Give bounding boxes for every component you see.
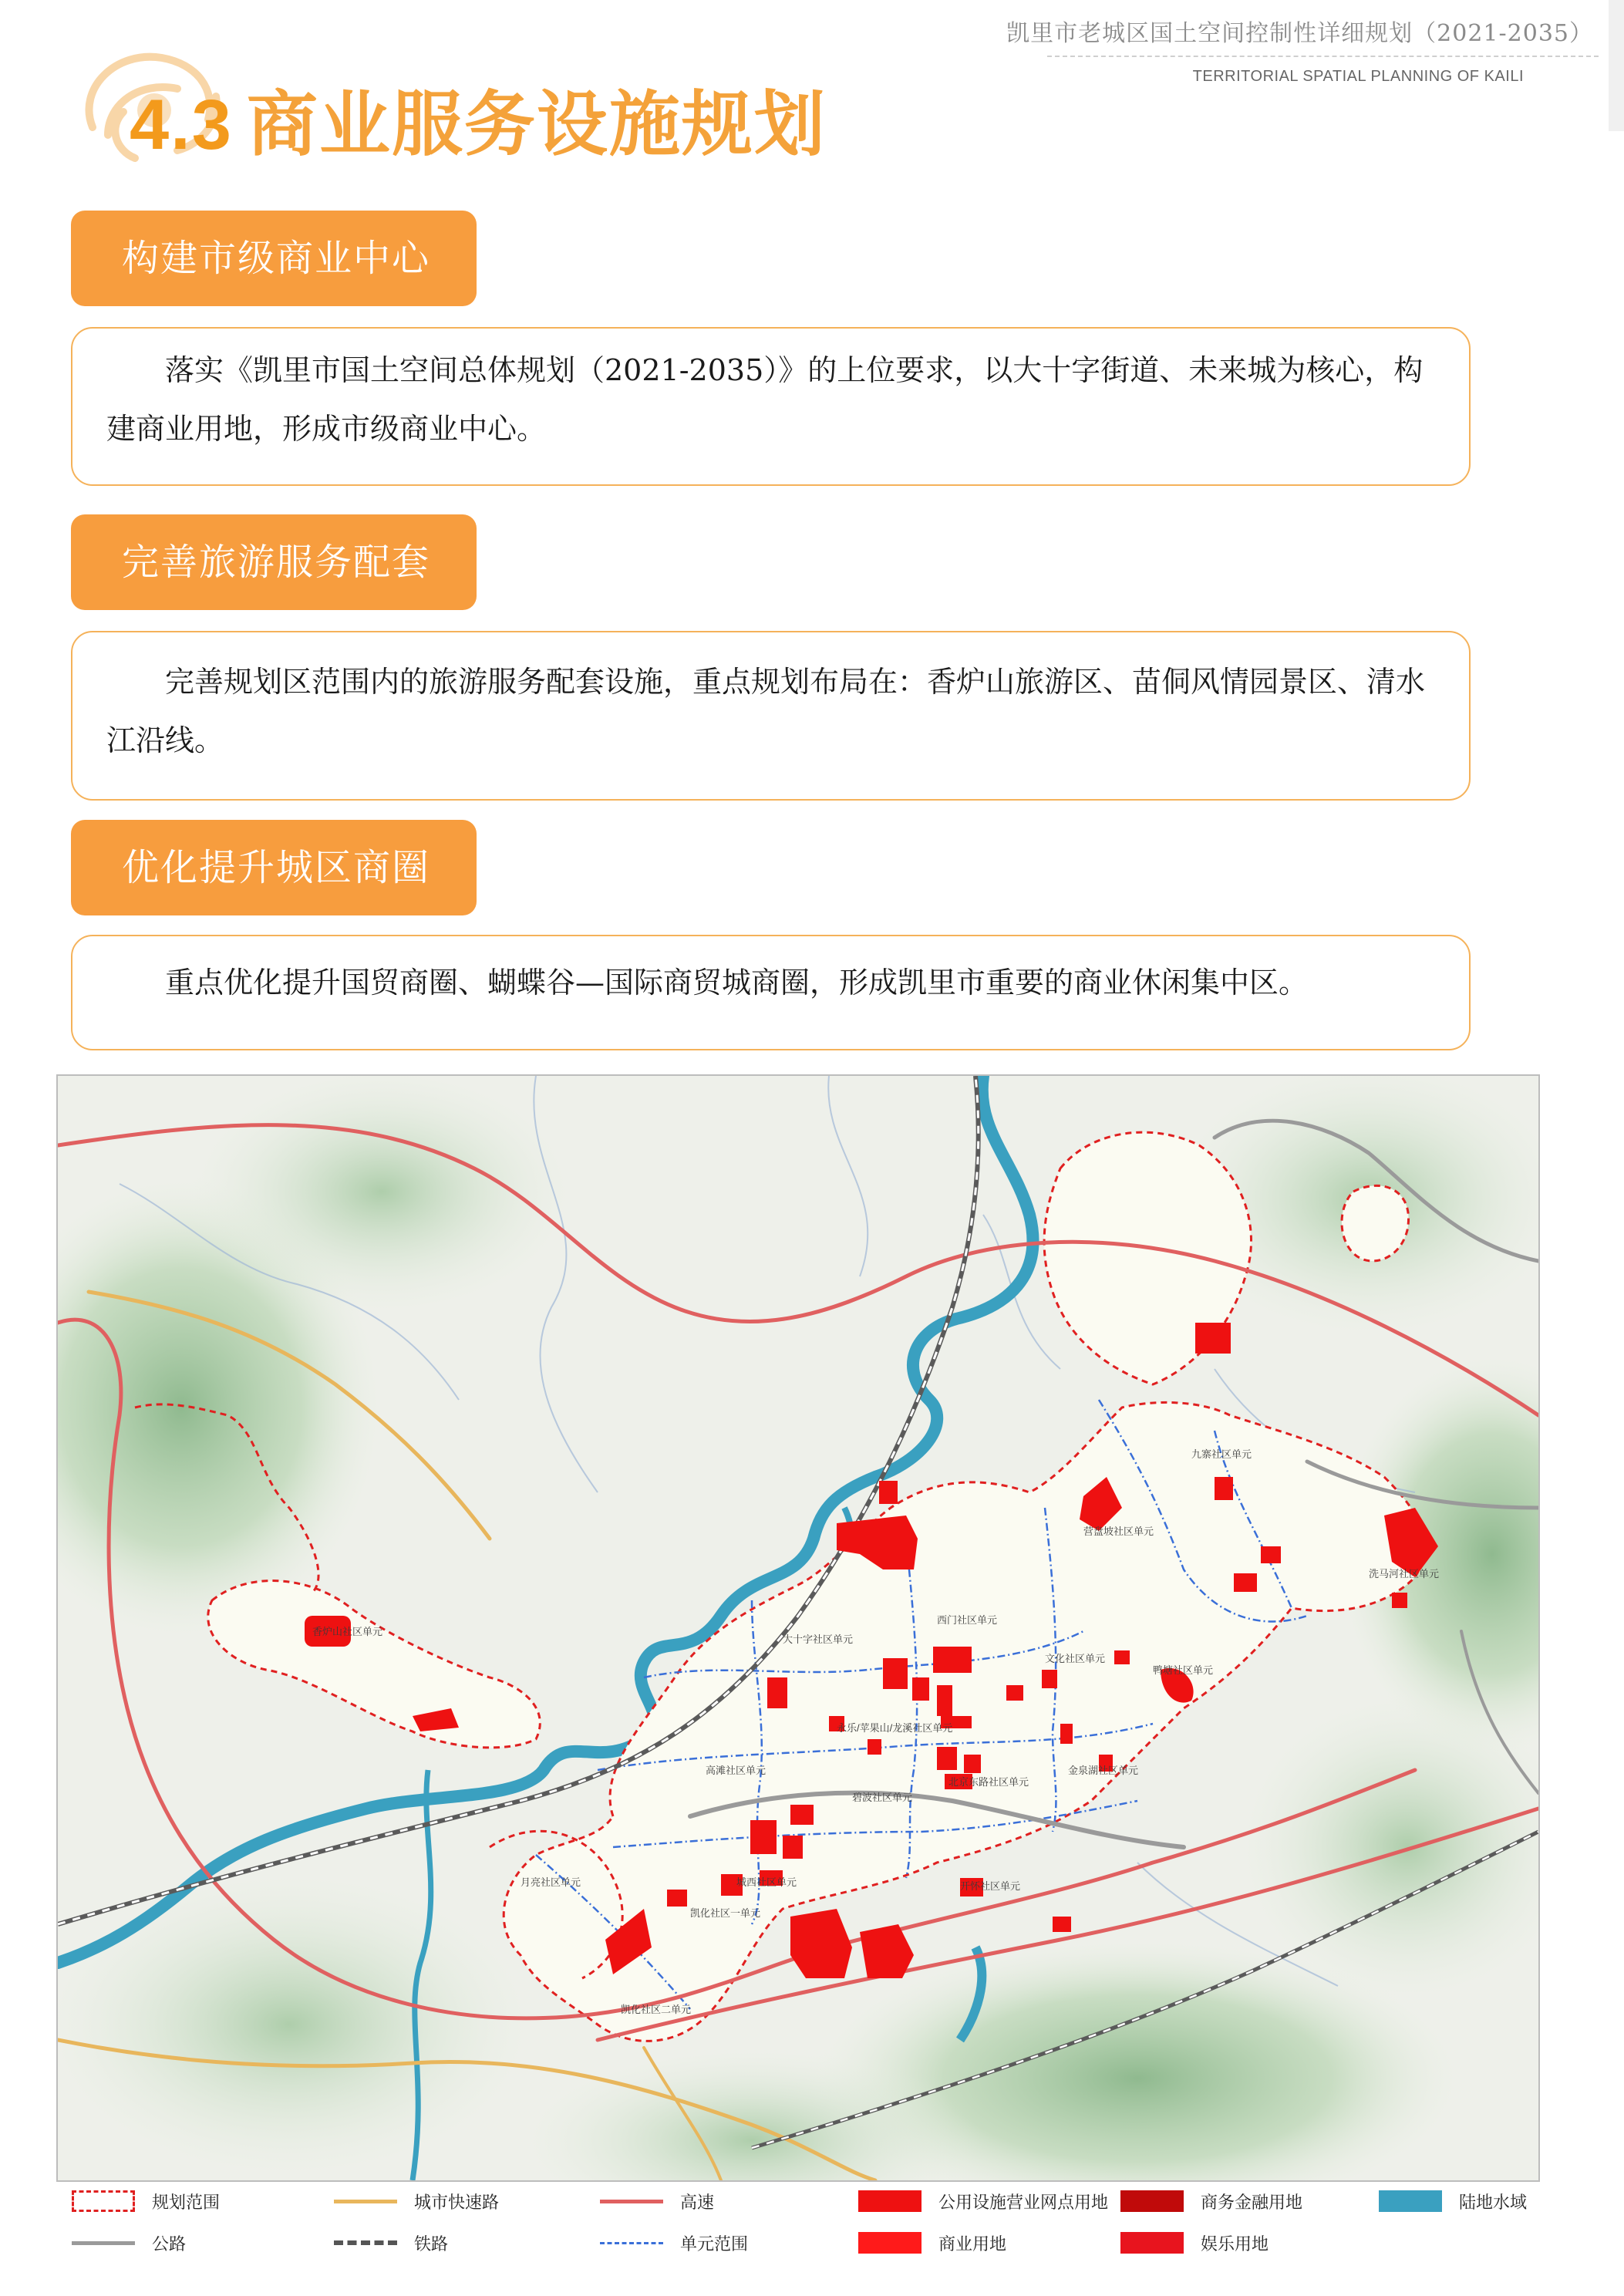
legend-label: 娱乐用地 bbox=[1201, 2234, 1269, 2254]
legend-swatch bbox=[72, 2241, 135, 2245]
legend-item-entertainment bbox=[1120, 2227, 1269, 2258]
legend-label: 商业用地 bbox=[938, 2234, 1007, 2254]
legend-label: 单元范围 bbox=[680, 2234, 749, 2254]
section-number: 4.3 bbox=[130, 86, 233, 164]
block-body-tourism-services bbox=[71, 631, 1471, 801]
block-body-urban-business-circles bbox=[71, 935, 1471, 1050]
legend-swatch bbox=[600, 2200, 663, 2203]
unit-label: 西门社区单元 bbox=[937, 1614, 998, 1626]
legend-label: 铁路 bbox=[414, 2234, 449, 2254]
unit-label: 营盘坡社区单元 bbox=[1083, 1526, 1154, 1537]
unit-label: 金泉湖社区单元 bbox=[1068, 1765, 1139, 1776]
legend-label: 公路 bbox=[152, 2234, 187, 2254]
legend-swatch bbox=[72, 2190, 135, 2212]
block-text: 完善规划区范围内的旅游服务配套设施，重点规划布局在：香炉山旅游区、苗侗风情园景区、清水江沿线。 bbox=[106, 665, 1426, 757]
legend-item-unit bbox=[600, 2227, 748, 2258]
unit-label: 凯化社区一单元 bbox=[690, 1907, 761, 1919]
legend-item-railway bbox=[334, 2227, 448, 2258]
legend-swatch bbox=[1120, 2190, 1184, 2212]
unit-label: 永乐/苹果山/龙溪社区单元 bbox=[837, 1722, 953, 1734]
unit-label: 洗马河社区单元 bbox=[1369, 1568, 1440, 1580]
legend-item-commercial bbox=[858, 2227, 1006, 2258]
legend-swatch bbox=[1379, 2190, 1442, 2212]
unit-label: 开怀社区单元 bbox=[960, 1880, 1021, 1892]
unit-label: 凯化社区二单元 bbox=[621, 2004, 692, 2015]
header-divider bbox=[1047, 56, 1599, 57]
unit-label: 月亮社区单元 bbox=[521, 1876, 581, 1888]
legend-swatch bbox=[600, 2242, 663, 2244]
unit-label: 大十字社区单元 bbox=[783, 1633, 854, 1645]
block-text: 重点优化提升国贸商圈、蝴蝶谷—国际商贸城商圈，形成凯里市重要的商业休闲集中区。 bbox=[165, 966, 1309, 1000]
block-heading-tourism-services: 完善旅游服务配套 bbox=[71, 514, 477, 610]
legend-swatch bbox=[858, 2190, 922, 2212]
unit-label: 碧波社区单元 bbox=[852, 1792, 913, 1803]
map-legend bbox=[56, 2181, 1537, 2274]
legend-label: 高速 bbox=[680, 2192, 715, 2212]
block-heading-urban-business-circles: 优化提升城区商圈 bbox=[71, 820, 477, 915]
commercial-facilities-map bbox=[56, 1074, 1540, 2182]
unit-label: 城西社区单元 bbox=[736, 1876, 797, 1888]
legend-swatch bbox=[334, 2200, 397, 2203]
block-body-commercial-center bbox=[71, 327, 1471, 486]
block-heading-commercial-center: 构建市级商业中心 bbox=[71, 211, 477, 306]
block-text: 落实《凯里市国土空间总体规划（2021-2035）》的上位要求，以大十字街道、未来城为核心，构建商业用地，形成市级商业中心。 bbox=[106, 353, 1424, 446]
section-heading: 商业服务设施规划 bbox=[246, 83, 827, 166]
legend-item-boundary bbox=[72, 2186, 220, 2217]
legend-label: 陆地水域 bbox=[1459, 2192, 1528, 2212]
document-title: 凯里市老城区国土空间控制性详细规划（2021-2035） bbox=[1006, 20, 1593, 47]
legend-item-business bbox=[1120, 2186, 1302, 2217]
legend-item-public-road bbox=[72, 2227, 186, 2258]
legend-item-public-facility bbox=[858, 2186, 1108, 2217]
unit-label: 九寨社区单元 bbox=[1191, 1448, 1252, 1460]
page-edge-bar bbox=[1609, 0, 1624, 131]
legend-label: 公用设施营业网点用地 bbox=[938, 2192, 1109, 2212]
document-subtitle: TERRITORIAL SPATIAL PLANNING OF KAILI bbox=[1192, 68, 1524, 85]
legend-swatch bbox=[858, 2232, 922, 2254]
legend-label: 规划范围 bbox=[152, 2192, 221, 2212]
section-title bbox=[130, 68, 827, 170]
legend-label: 商务金融用地 bbox=[1201, 2192, 1303, 2212]
unit-label: 高滩社区单元 bbox=[706, 1765, 767, 1776]
unit-label: 鸭塘社区单元 bbox=[1153, 1664, 1214, 1676]
map-canvas bbox=[58, 1076, 1538, 2180]
unit-label: 香炉山社区单元 bbox=[312, 1626, 383, 1637]
legend-label: 城市快速路 bbox=[414, 2192, 500, 2212]
legend-item-water bbox=[1379, 2186, 1527, 2217]
unit-label: 文化社区单元 bbox=[1045, 1653, 1106, 1664]
legend-item-expressway bbox=[334, 2186, 499, 2217]
unit-label: 北京东路社区单元 bbox=[948, 1776, 1029, 1788]
legend-item-highway bbox=[600, 2186, 714, 2217]
legend-swatch bbox=[334, 2240, 397, 2245]
legend-swatch bbox=[1120, 2232, 1184, 2254]
